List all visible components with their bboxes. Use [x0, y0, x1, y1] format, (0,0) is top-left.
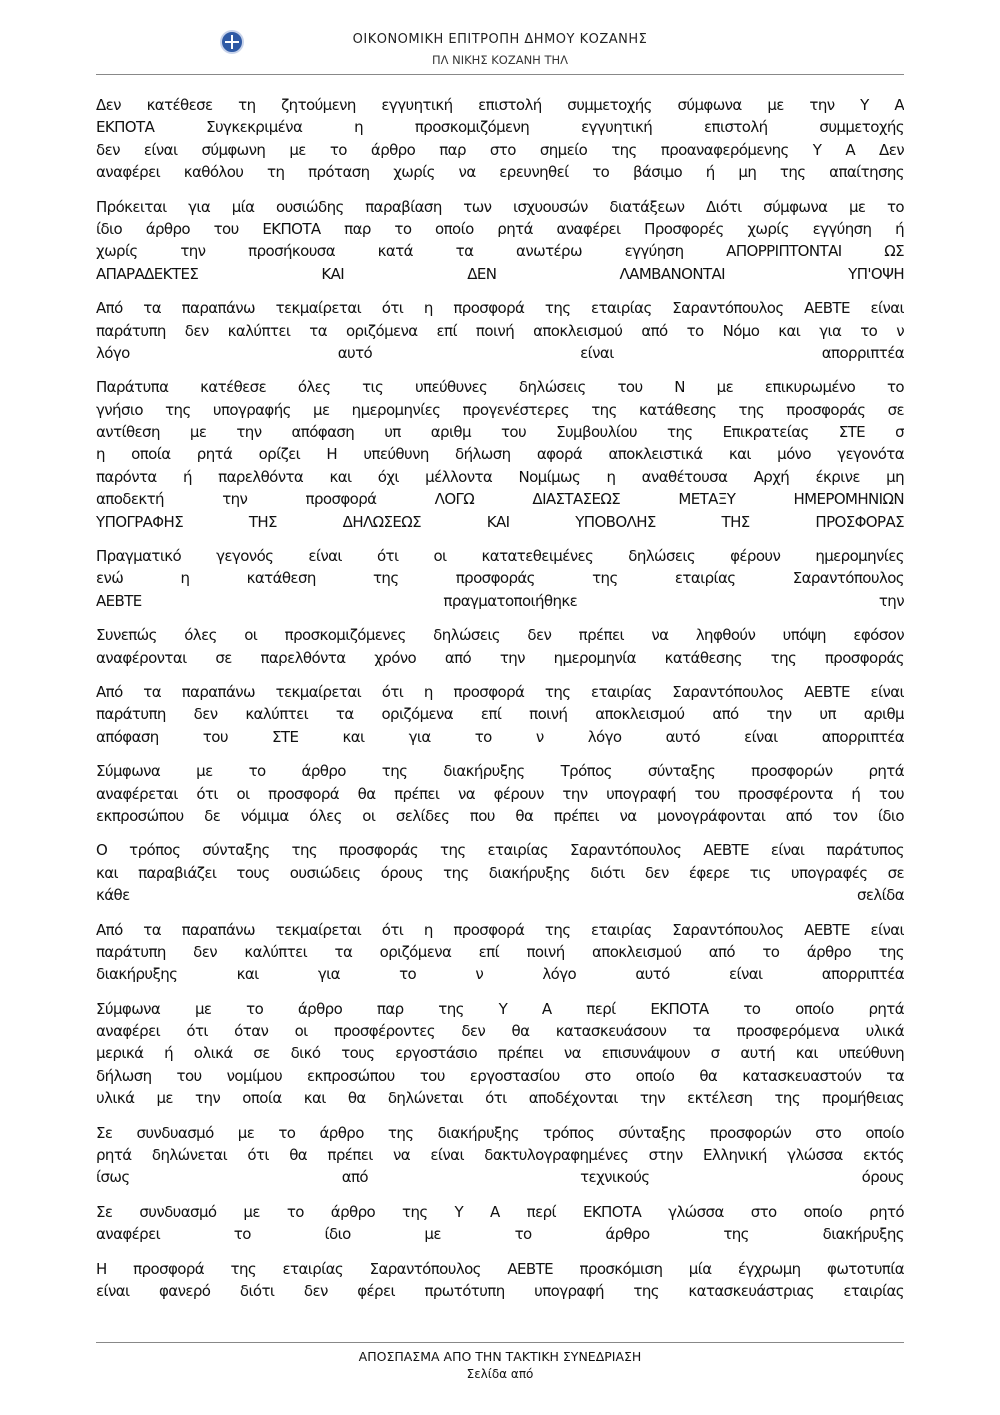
text-line: ΥΠΟΓΡΑΦΗΣ ΤΗΣ ΔΗΛΩΣΕΩΣ ΚΑΙ ΥΠΟΒΟΛΗΣ ΤΗΣ ΠΡΟΣΦΟΡΑΣ [96, 512, 904, 531]
text-line: Η προσφορά της εταιρίας Σαραντόπουλος ΑΕΒΤΕ προσκόμιση μία έγχρωμη φωτοτυπία [96, 1259, 904, 1278]
text-line: Από τα παραπάνω τεκμαίρεται ότι η προσφορά της εταιρίας Σαραντόπουλος ΑΕΒΤΕ είναι [96, 920, 904, 939]
text-line: λόγο αυτό είναι απορριπτέα [96, 343, 904, 362]
text-line: αναφέρονται σε παρελθόντα χρόνο από την ημερομηνία κατάθεσης της προσφοράς [96, 648, 904, 667]
text-line: Πραγματικό γεγονός είναι ότι οι κατατεθειμένες δηλώσεις φέρουν ημερομηνίες [96, 547, 904, 566]
text-line: γνήσιο της υπογραφής με ημερομηνίες προγενέστερες της κατάθεσης της προσφοράς σε [96, 400, 904, 419]
page-header [96, 26, 904, 75]
text-line: Σύμφωνα με το άρθρο της διακήρυξης Τρόπος σύνταξης προσφορών ρητά [96, 762, 904, 781]
text-line: ΕΚΠΟΤΑ Συγκεκριμένα η προσκομιζόμενη εγγυητική επιστολή συμμετοχής [96, 118, 904, 137]
paragraph [96, 1258, 904, 1303]
text-line: ίσως από τεχνικούς όρους [96, 1168, 904, 1187]
text-line: μερικά ή ολικά σε δικό τους εργοστάσιο πρέπει να επισυνάψουν σ αυτή και υπεύθυνη [96, 1044, 904, 1063]
header-address: ΠΛ ΝΙΚΗΣ ΚΟΖΑΝΗ ΤΗΛ [431, 53, 569, 67]
text-line: αποδεκτή την προσφορά ΛΟΓΩ ΔΙΑΣΤΑΣΕΩΣ ΜΕΤΑΞΥ ΗΜΕΡΟΜΗΝΙΩΝ [96, 490, 904, 509]
text-line: ΑΠΑΡΑΔΕΚΤΕΣ ΚΑΙ ΔΕΝ ΛΑΜΒΑΝΟΝΤΑΙ ΥΠ'ΟΨΗ [96, 264, 904, 283]
text-line: Από τα παραπάνω τεκμαίρεται ότι η προσφορά της εταιρίας Σαραντόπουλος ΑΕΒΤΕ είναι [96, 682, 904, 701]
text-line: εκπροσώπου δε νόμιμα όλες οι σελίδες που θα πρέπει να μονογράφονται από τον ίδιο [96, 806, 904, 825]
text-line: παράτυπη δεν καλύπτει τα οριζόμενα επί ποινή αποκλεισμού από το Νόμο και για το ν [96, 321, 904, 340]
text-line: δήλωση του νομίμου εκπροσώπου του εργοστασίου στο οποίο θα κατασκευαστούν τα [96, 1066, 904, 1085]
text-line: ενώ η κατάθεση της προσφοράς της εταιρίας Σαραντόπουλος [96, 569, 904, 588]
text-line: ίδιο άρθρο του ΕΚΠΟΤΑ παρ το οποίο ρητά αναφέρει Προσφορές χωρίς εγγύηση ή [96, 219, 904, 238]
text-line: Σύμφωνα με το άρθρο παρ της Υ Α περί ΕΚΠΟΤΑ το οποίο ρητά [96, 999, 904, 1018]
paragraph [96, 196, 904, 286]
text-line: η οποία ρητά ορίζει Η υπεύθυνη δήλωση αφορά αποκλειστικά και μόνο γεγονότα [96, 445, 904, 464]
paragraph [96, 919, 904, 986]
paragraph [96, 839, 904, 906]
text-line: αναφέρει καθόλου τη πρόταση χωρίς να ερευνηθεί το βάσιμο ή μη της απαίτησης [96, 163, 904, 182]
text-line: παρόντα ή παρελθόντα και όχι μέλλοντα Νομίμως η αναθέτουσα Αρχή έκρινε μη [96, 467, 904, 486]
text-line: Σε συνδυασμό με το άρθρο της διακήρυξης τρόπος σύνταξης προσφορών στο οποίο [96, 1123, 904, 1142]
paragraph [96, 297, 904, 364]
paragraph [96, 998, 904, 1110]
text-line: και παραβιάζει τους ουσιώδεις όρους της διακήρυξης διότι δεν έφερε τις υπογραφές σε [96, 863, 904, 882]
text-line: παράτυπη δεν καλύπτει τα οριζόμενα επί ποινή αποκλεισμού από το άρθρο της [96, 942, 904, 961]
text-line: ρητά δηλώνεται ότι θα πρέπει να είναι δακτυλογραφημένες στην Ελληνική γλώσσα εκτός [96, 1146, 904, 1165]
text-line: κάθε σελίδα [96, 886, 904, 905]
header-organization: ΟΙΚΟΝΟΜΙΚΗ ΕΠΙΤΡΟΠΗ ΔΗΜΟΥ ΚΟΖΑΝΗΣ [352, 32, 648, 47]
text-line: Δεν κατέθεσε τη ζητούμενη εγγυητική επιστολή συμμετοχής σύμφωνα με την Υ Α [96, 96, 904, 114]
text-line: Παράτυπα κατέθεσε όλες τις υπεύθυνες δηλώσεις του Ν με επικυρωμένο το [96, 378, 904, 397]
text-line: αναφέρεται ότι οι προσφορά θα πρέπει να φέρουν την υπογραφή του προσφέροντα ή του [96, 784, 904, 803]
text-line: απόφαση του ΣΤΕ και για το ν λόγο αυτό είναι απορριπτέα [96, 727, 904, 746]
document-body [96, 94, 904, 1314]
text-line: υλικά με την οποία και θα δηλώνεται ότι αποδέχονται την εκτέλεση της προμήθειας [96, 1089, 904, 1108]
paragraph [96, 376, 904, 533]
text-line: Ο τρόπος σύνταξης της προσφοράς της εταιρίας Σαραντόπουλος ΑΕΒΤΕ είναι παράτυπος [96, 841, 904, 860]
text-line: ΑΕΒΤΕ πραγματοποιήθηκε την [96, 591, 904, 610]
text-line: Συνεπώς όλες οι προσκομιζόμενες δηλώσεις δεν πρέπει να ληφθούν υπόψη εφόσον [96, 626, 904, 645]
footer-page-number: Σελίδα από [466, 1367, 534, 1381]
text-line: αντίθεση με την απόφαση υπ αριθμ του Συμβουλίου της Επικρατείας ΣΤΕ σ [96, 423, 904, 442]
text-line: αναφέρει το ίδιο με το άρθρο της διακήρυξης [96, 1225, 904, 1244]
text-line: αναφέρει ότι όταν οι προσφέροντες δεν θα κατασκευάσουν τα προσφερόμενα υλικά [96, 1022, 904, 1041]
text-line: χωρίς την προσήκουσα κατά τα ανωτέρω εγγύηση ΑΠΟΡΡΙΠΤΟΝΤΑΙ ΩΣ [96, 242, 904, 261]
text-line: διακήρυξης και για το ν λόγο αυτό είναι απορριπτέα [96, 965, 904, 984]
text-line: Σε συνδυασμό με το άρθρο της Υ Α περί ΕΚΠΟΤΑ γλώσσα στο οποίο ρητό [96, 1202, 904, 1221]
paragraph [96, 545, 904, 612]
text-line: παράτυπη δεν καλύπτει τα οριζόμενα επί ποινή αποκλεισμού από την υπ αριθμ [96, 705, 904, 724]
paragraph [96, 1201, 904, 1246]
paragraph [96, 760, 904, 827]
footer-title: ΑΠΟΣΠΑΣΜΑ ΑΠΟ ΤΗΝ ΤΑΚΤΙΚΗ ΣΥΝΕΔΡΙΑΣΗ [358, 1349, 642, 1364]
paragraph [96, 94, 904, 184]
text-line: Πρόκειται για μία ουσιώδης παραβίαση των ισχυουσών διατάξεων Διότι σύμφωνα με το [96, 197, 904, 216]
text-line: δεν είναι σύμφωνη με το άρθρο παρ στο σημείο της προαναφερόμενης Υ Α Δεν [96, 140, 904, 159]
text-line: Από τα παραπάνω τεκμαίρεται ότι η προσφορά της εταιρίας Σαραντόπουλος ΑΕΒΤΕ είναι [96, 299, 904, 318]
paragraph [96, 681, 904, 748]
paragraph [96, 624, 904, 669]
page-footer [96, 1342, 904, 1381]
paragraph [96, 1122, 904, 1189]
text-line: είναι φανερό διότι δεν φέρει πρωτότυπη υπογραφή της κατασκευάστριας εταιρίας [96, 1281, 904, 1300]
